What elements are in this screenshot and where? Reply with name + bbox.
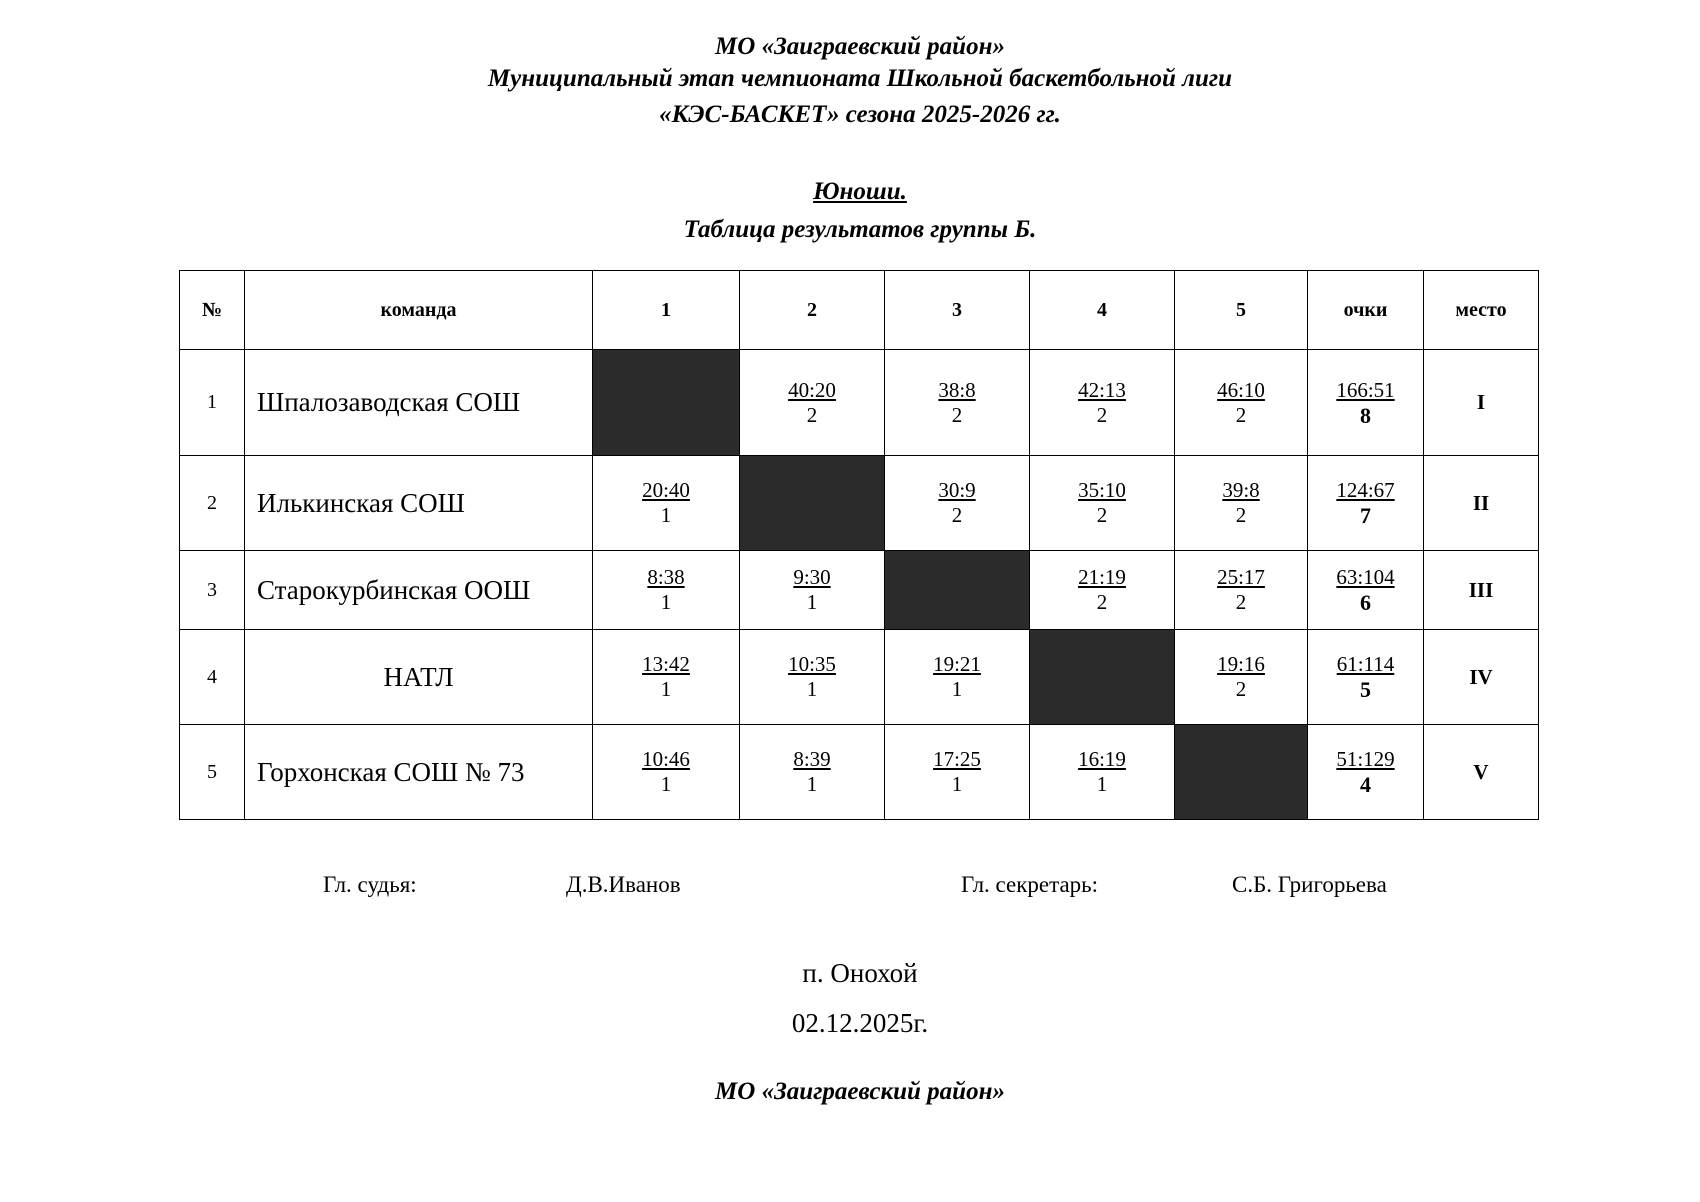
row-number: 3 (180, 551, 245, 630)
location: п. Онохой (802, 958, 918, 988)
match-score: 20:40 (642, 478, 690, 502)
total-cell (1308, 551, 1424, 630)
result-cell (1175, 630, 1308, 725)
match-score: 16:19 (1078, 747, 1126, 771)
match-points: 1 (951, 772, 963, 796)
match-points: 2 (1096, 503, 1108, 527)
table-row (180, 350, 1539, 456)
result-cell (885, 456, 1030, 551)
match-points: 2 (1096, 590, 1108, 614)
diagonal-cell (740, 456, 885, 551)
result-cell (593, 725, 740, 820)
result-cell (740, 725, 885, 820)
results-table (179, 270, 1539, 820)
table-row (180, 630, 1539, 725)
result-cell (740, 350, 885, 456)
secretary-label: Гл. секретарь: (961, 872, 1099, 897)
match-score: 17:25 (933, 747, 981, 771)
result-cell (885, 725, 1030, 820)
team-name: Илькинская СОШ (245, 456, 593, 551)
match-points: 1 (660, 772, 672, 796)
col-header-num: № (180, 271, 245, 350)
col-header-opponent-2: 2 (740, 271, 885, 350)
header-championship: Муниципальный этап чемпионата Школьной баскетбольной лиги (487, 65, 1233, 92)
match-score: 39:8 (1222, 478, 1260, 502)
result-cell (885, 350, 1030, 456)
match-points: 2 (951, 503, 963, 527)
diagonal-cell (1030, 630, 1175, 725)
match-points: 1 (806, 590, 818, 614)
match-score: 10:46 (642, 747, 690, 771)
diagonal-cell (1175, 725, 1308, 820)
total-score: 51:129 (1336, 747, 1395, 771)
match-score: 21:19 (1078, 565, 1126, 589)
match-points: 1 (660, 677, 672, 701)
place-cell: I (1424, 350, 1539, 456)
row-number: 2 (180, 456, 245, 551)
total-points: 5 (1360, 677, 1371, 702)
match-points: 2 (1235, 677, 1247, 701)
total-points: 4 (1360, 772, 1371, 797)
match-score: 9:30 (793, 565, 831, 589)
match-points: 2 (1235, 590, 1247, 614)
match-points: 2 (806, 402, 818, 427)
match-score: 46:10 (1217, 377, 1265, 402)
row-number: 4 (180, 630, 245, 725)
match-points: 1 (660, 503, 672, 527)
place-cell: III (1424, 551, 1539, 630)
total-score: 166:51 (1336, 377, 1395, 402)
table-row (180, 456, 1539, 551)
match-points: 1 (951, 677, 963, 701)
result-cell (1175, 551, 1308, 630)
team-name: Старокурбинская ООШ (245, 551, 593, 630)
result-cell (885, 630, 1030, 725)
match-score: 25:17 (1217, 565, 1265, 589)
total-points: 8 (1360, 402, 1371, 428)
col-header-team: команда (245, 271, 593, 350)
col-header-opponent-3: 3 (885, 271, 1030, 350)
match-score: 8:38 (647, 565, 685, 589)
table-row (180, 725, 1539, 820)
match-score: 13:42 (642, 652, 690, 676)
match-score: 42:13 (1078, 377, 1126, 402)
row-number: 5 (180, 725, 245, 820)
table-title: Таблица результатов группы Б. (683, 216, 1037, 243)
total-score: 124:67 (1336, 478, 1395, 502)
team-name: Шпалозаводская СОШ (245, 350, 593, 456)
total-points: 6 (1360, 590, 1371, 615)
diagonal-cell (593, 350, 740, 456)
header-organization: МО «Заиграевский район» (715, 33, 1005, 60)
result-cell (1030, 551, 1175, 630)
judge-name: Д.В.Иванов (566, 872, 681, 897)
result-cell (593, 551, 740, 630)
match-points: 2 (1235, 402, 1247, 427)
match-score: 30:9 (938, 478, 976, 502)
match-points: 2 (951, 402, 963, 427)
match-points: 1 (806, 677, 818, 701)
total-cell (1308, 725, 1424, 820)
col-header-points: очки (1308, 271, 1424, 350)
match-score: 10:35 (788, 652, 836, 676)
result-cell (1030, 350, 1175, 456)
match-points: 1 (660, 590, 672, 614)
total-points: 7 (1360, 503, 1371, 528)
result-cell (1175, 456, 1308, 551)
table-row (180, 551, 1539, 630)
place-cell: IV (1424, 630, 1539, 725)
match-score: 19:21 (933, 652, 981, 676)
result-cell (1030, 456, 1175, 551)
row-number: 1 (180, 350, 245, 456)
match-score: 38:8 (938, 377, 976, 402)
total-score: 63:104 (1336, 565, 1395, 589)
date: 02.12.2025г. (791, 1008, 929, 1038)
team-name: НАТЛ (245, 630, 593, 725)
total-cell (1308, 630, 1424, 725)
diagonal-cell (885, 551, 1030, 630)
result-cell (1175, 350, 1308, 456)
judge-label: Гл. судья: (323, 872, 417, 897)
secretary-name: С.Б. Григорьева (1232, 872, 1387, 897)
result-cell (1030, 725, 1175, 820)
match-points: 2 (1096, 402, 1108, 427)
result-cell (740, 551, 885, 630)
footer-organization: МО «Заиграевский район» (715, 1078, 1005, 1105)
col-header-opponent-1: 1 (593, 271, 740, 350)
place-cell: II (1424, 456, 1539, 551)
result-cell (593, 456, 740, 551)
team-name: Горхонская СОШ № 73 (245, 725, 593, 820)
total-cell (1308, 456, 1424, 551)
total-score: 61:114 (1336, 652, 1395, 676)
header-season: «КЭС-БАСКЕТ» сезона 2025-2026 гг. (659, 101, 1061, 128)
match-points: 1 (1096, 772, 1108, 796)
col-header-place: место (1424, 271, 1539, 350)
match-score: 8:39 (793, 747, 831, 771)
col-header-opponent-4: 4 (1030, 271, 1175, 350)
header-row (180, 271, 1539, 350)
place-cell: V (1424, 725, 1539, 820)
total-cell (1308, 350, 1424, 456)
match-score: 35:10 (1078, 478, 1126, 502)
match-points: 2 (1235, 503, 1247, 527)
result-cell (740, 630, 885, 725)
col-header-opponent-5: 5 (1175, 271, 1308, 350)
result-cell (593, 630, 740, 725)
match-score: 19:16 (1217, 652, 1265, 676)
category-title: Юноши. (813, 178, 907, 205)
match-points: 1 (806, 772, 818, 796)
match-score: 40:20 (788, 377, 836, 402)
